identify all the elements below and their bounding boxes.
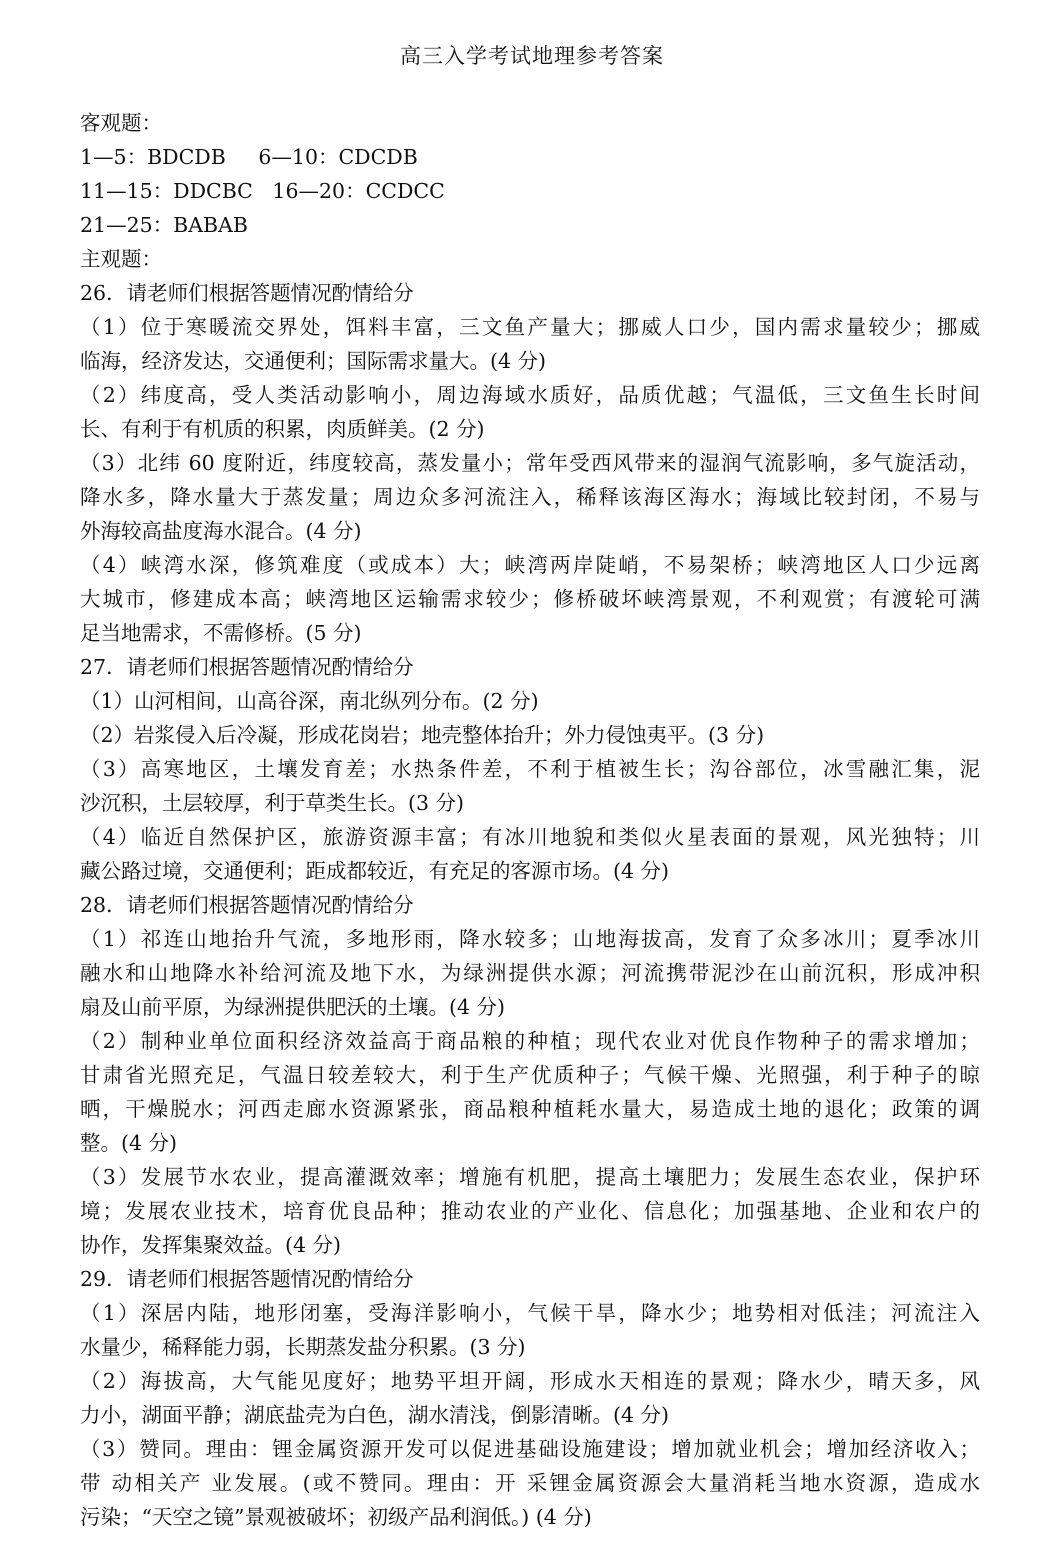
answer-line: （2）纬度高，受人类活动影响小，周边海域水质好，品质优越；气温低，三文鱼生长时间 [80,383,980,407]
answer-line: 力小，湖面平静；湖底盐壳为白色，湖水清浅，倒影清晰。(4 分) [80,1403,670,1427]
answer-line: （3）发展节水农业，提高灌溉效率；增施有机肥，提高土壤肥力；发展生态农业，保护环 [80,1165,980,1189]
objective-answer-row: 11—15：DDCBC 16—20：CCDCC [80,179,445,203]
answer-line: （1）山河相间，山高谷深，南北纵列分布。(2 分) [80,689,539,713]
answer-line: （1）祁连山地抬升气流，多地形雨，降水较多；山地海拔高，发育了众多冰川；夏季冰川 [80,927,980,951]
answer-body [80,106,980,1534]
answer-line: （3）赞同。理由：锂金属资源开发可以促进基础设施建设；增加就业机会；增加经济收入； [80,1437,980,1461]
answer-line: （2）制种业单位面积经济效益高于商品粮的种植；现代农业对优良作物种子的需求增加； [80,1029,980,1053]
subjective-heading: 主观题： [80,247,162,271]
answer-line: 降水多，降水量大于蒸发量；周边众多河流注入，稀释该海区海水；海域比较封闭，不易与 [80,485,980,509]
page-title: 高三入学考试地理参考答案 [400,44,664,68]
answer-line: 临海，经济发达，交通便利；国际需求量大。(4 分) [80,349,547,373]
answer-line: 大城市，修建成本高；峡湾地区运输需求较少；修桥破坏峡湾景观，不利观赏；有渡轮可满 [80,587,980,611]
answer-line: 整。(4 分) [80,1131,178,1155]
answer-line: 带 动相关产 业发展。(或不赞同。理由：开 采锂金属资源会大量消耗当地水资源，造成水 [80,1471,980,1495]
answer-line: （1）深居内陆，地形闭塞，受海洋影响小，气候干旱，降水少；地势相对低洼；河流注入 [80,1301,980,1325]
question-heading: 29．请老师们根据答题情况酌情给分 [80,1267,414,1291]
answer-line: 沙沉积，土层较厚，利于草类生长。(3 分) [80,791,465,815]
answer-line: （4）峡湾水深，修筑难度（或成本）大；峡湾两岸陡峭，不易架桥；峡湾地区人口少远离 [80,553,980,577]
answer-line: 境；发展农业技术，培育优良品种；推动农业的产业化、信息化；加强基地、企业和农户的 [80,1199,980,1223]
answer-line: （3）北纬 60 度附近，纬度较高，蒸发量小；常年受西风带来的湿润气流影响，多气旋活动， [80,451,980,475]
objective-heading: 客观题： [80,111,162,135]
question-heading: 26．请老师们根据答题情况酌情给分 [80,281,414,305]
answer-line: （1）位于寒暖流交界处，饵料丰富，三文鱼产量大；挪威人口少，国内需求量较少；挪威 [80,315,980,339]
answer-line: 水量少，稀释能力弱，长期蒸发盐分积累。(3 分) [80,1335,526,1359]
answer-line: 长、有利于有机质的积累，肉质鲜美。(2 分) [80,417,485,441]
answer-line: 协作，发挥集聚效益。(4 分) [80,1233,342,1257]
objective-answer-row: 21—25：BABAB [80,213,248,237]
answer-line: （4）临近自然保护区，旅游资源丰富；有冰川地貌和类似火星表面的景观，风光独特；川 [80,825,980,849]
question-heading: 27．请老师们根据答题情况酌情给分 [80,655,414,679]
answer-line: 污染；“天空之镜”景观被破坏；初级产品利润低。) (4 分) [80,1505,592,1529]
question-heading: 28．请老师们根据答题情况酌情给分 [80,893,414,917]
answer-line: 足当地需求，不需修桥。(5 分) [80,621,362,645]
answer-line: （3）高寒地区，土壤发育差；水热条件差，不利于植被生长；沟谷部位，冰雪融汇集，泥 [80,757,980,781]
answer-line: 甘肃省光照充足，气温日较差较大，利于生产优质种子；气候干燥、光照强，利于种子的晾 [80,1063,980,1087]
answer-line: 融水和山地降水补给河流及地下水，为绿洲提供水源；河流携带泥沙在山前沉积，形成冲积 [80,961,980,985]
answer-line: 晒，干燥脱水；河西走廊水资源紧张，商品粮种植耗水量大，易造成土地的退化；政策的调 [80,1097,980,1121]
answer-line: （2）岩浆侵入后冷凝，形成花岗岩；地壳整体抬升；外力侵蚀夷平。(3 分) [80,723,765,747]
answer-line: 藏公路过境，交通便利；距成都较近，有充足的客源市场。(4 分) [80,859,670,883]
answer-line: （2）海拔高，大气能见度好；地势平坦开阔，形成水天相连的景观；降水少，晴天多，风 [80,1369,980,1393]
answer-line: 扇及山前平原，为绿洲提供肥沃的土壤。(4 分) [80,995,506,1019]
objective-answer-row: 1—5：BDCDB 6—10：CDCDB [80,145,418,169]
answer-line: 外海较高盐度海水混合。(4 分) [80,519,362,543]
